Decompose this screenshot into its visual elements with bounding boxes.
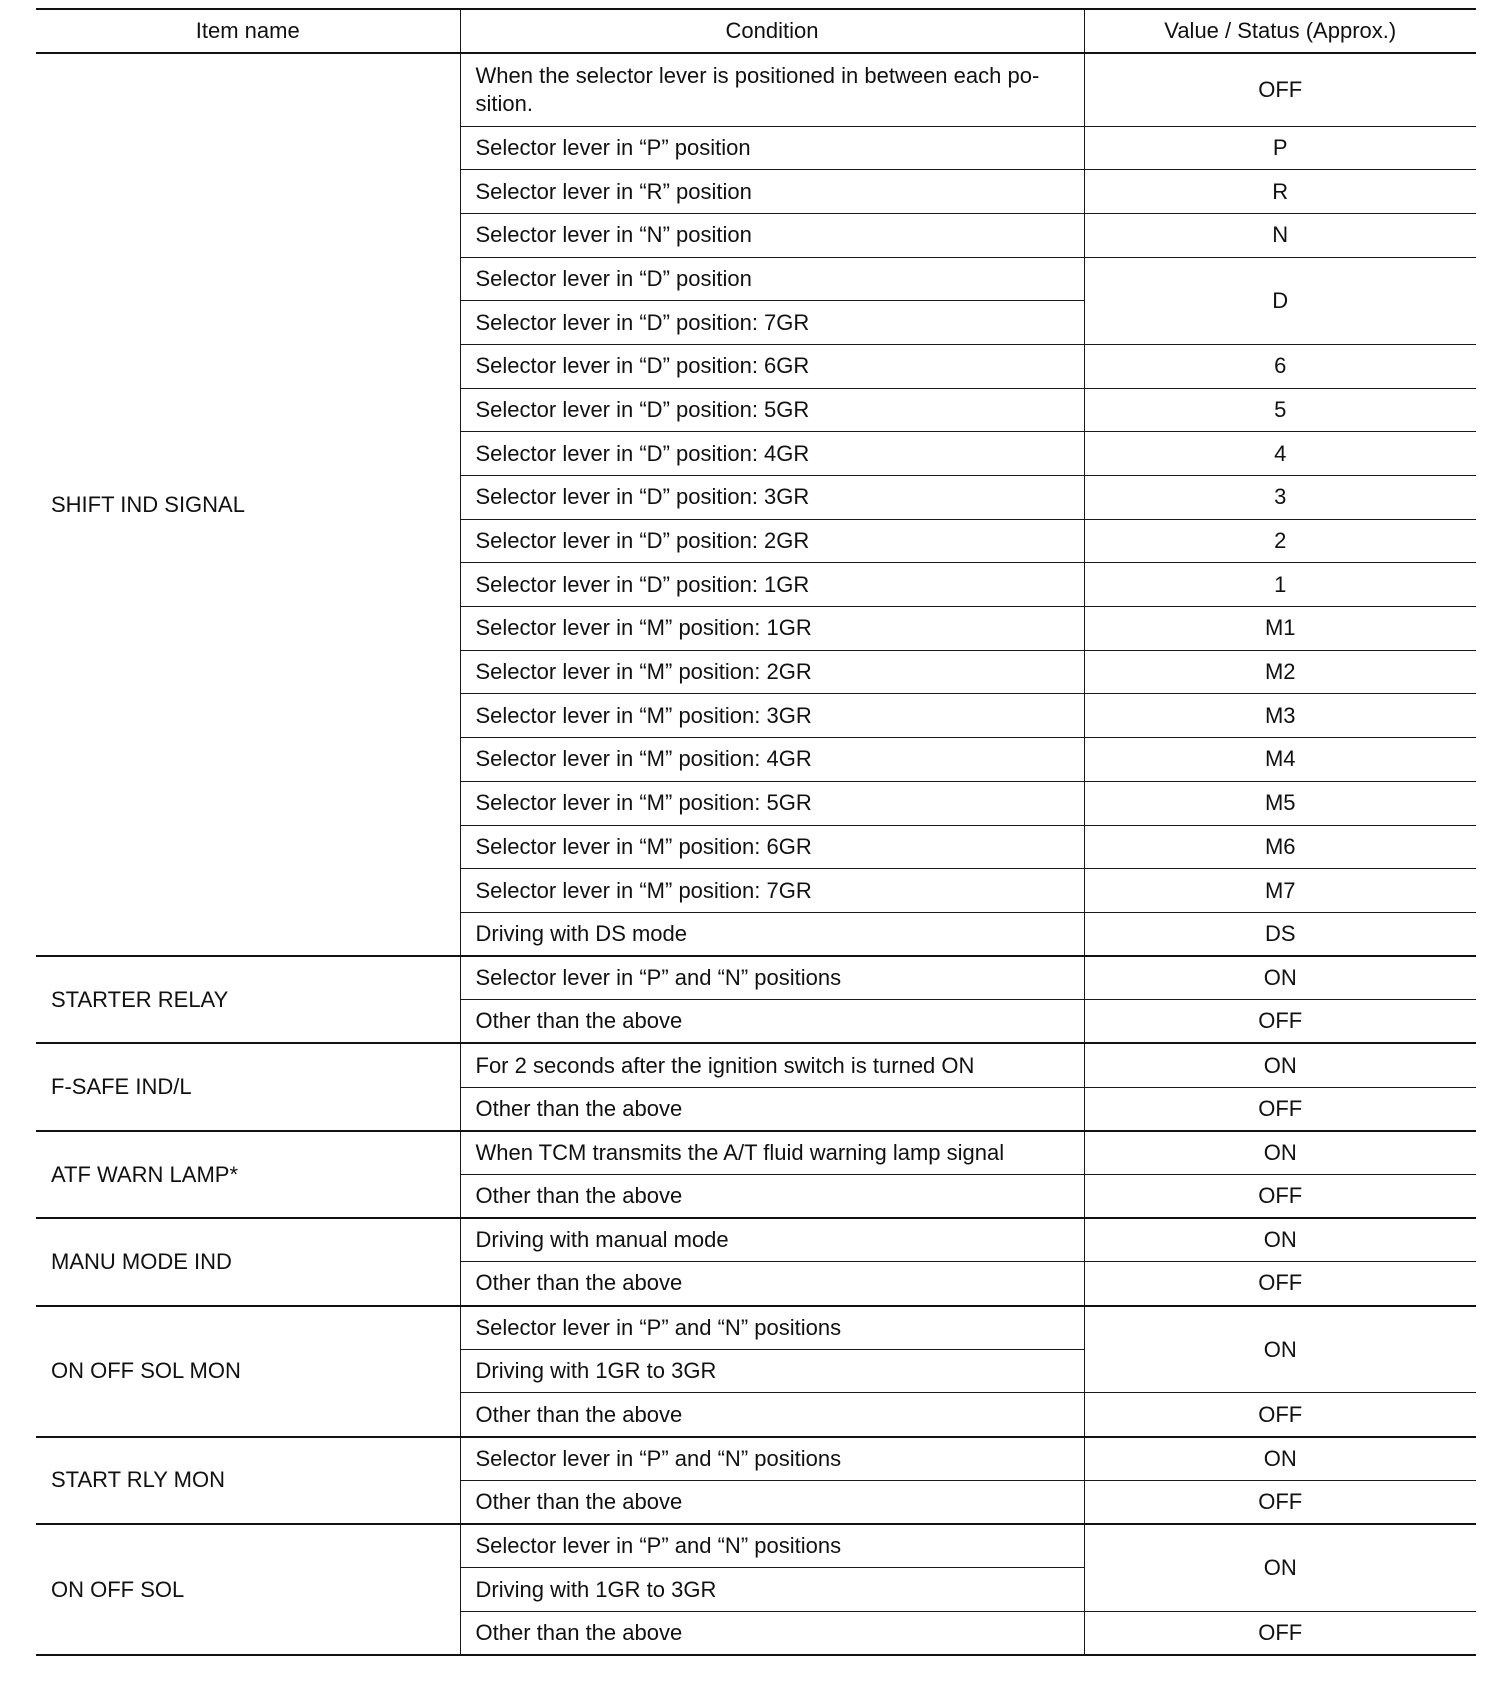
value-cell: M3 bbox=[1084, 694, 1476, 738]
condition-cell: Driving with DS mode bbox=[460, 912, 1084, 956]
table-row bbox=[36, 1306, 1476, 1350]
condition-cell: Other than the above bbox=[460, 1480, 1084, 1524]
condition-cell: Selector lever in “P” and “N” positions bbox=[460, 1306, 1084, 1350]
value-cell: N bbox=[1084, 213, 1476, 257]
condition-cell: Selector lever in “D” position: 5GR bbox=[460, 388, 1084, 432]
value-cell: M7 bbox=[1084, 869, 1476, 913]
item-name-cell: ON OFF SOL MON bbox=[36, 1306, 460, 1437]
condition-cell: Selector lever in “P” and “N” positions bbox=[460, 1437, 1084, 1481]
value-cell: ON bbox=[1084, 956, 1476, 1000]
value-cell: 4 bbox=[1084, 432, 1476, 476]
header-value: Value / Status (Approx.) bbox=[1084, 9, 1476, 53]
value-cell: R bbox=[1084, 170, 1476, 214]
table-row bbox=[36, 1218, 1476, 1262]
value-cell: ON bbox=[1084, 1524, 1476, 1611]
item-name-cell: START RLY MON bbox=[36, 1437, 460, 1524]
value-cell: 1 bbox=[1084, 563, 1476, 607]
condition-cell: Selector lever in “R” position bbox=[460, 170, 1084, 214]
value-cell: M5 bbox=[1084, 781, 1476, 825]
condition-cell: Selector lever in “M” position: 2GR bbox=[460, 650, 1084, 694]
condition-cell: Selector lever in “M” position: 4GR bbox=[460, 738, 1084, 782]
value-cell: 6 bbox=[1084, 344, 1476, 388]
value-cell: OFF bbox=[1084, 1611, 1476, 1655]
value-cell: M1 bbox=[1084, 607, 1476, 651]
value-cell: DS bbox=[1084, 912, 1476, 956]
value-cell: OFF bbox=[1084, 1175, 1476, 1219]
condition-cell: Other than the above bbox=[460, 1611, 1084, 1655]
value-cell: ON bbox=[1084, 1043, 1476, 1087]
condition-cell: Selector lever in “N” position bbox=[460, 213, 1084, 257]
item-name-cell: F-SAFE IND/L bbox=[36, 1043, 460, 1130]
table-row bbox=[36, 1131, 1476, 1175]
value-cell: OFF bbox=[1084, 1000, 1476, 1044]
value-cell: ON bbox=[1084, 1306, 1476, 1393]
value-cell: ON bbox=[1084, 1218, 1476, 1262]
table-row bbox=[36, 1437, 1476, 1481]
condition-cell: Selector lever in “M” position: 5GR bbox=[460, 781, 1084, 825]
condition-cell: Selector lever in “M” position: 7GR bbox=[460, 869, 1084, 913]
condition-cell bbox=[460, 53, 1084, 126]
value-cell: OFF bbox=[1084, 1393, 1476, 1437]
value-cell: P bbox=[1084, 126, 1476, 170]
condition-cell: Other than the above bbox=[460, 1087, 1084, 1131]
condition-cell: Selector lever in “D” position bbox=[460, 257, 1084, 301]
header-item-name: Item name bbox=[36, 9, 460, 53]
value-cell: OFF bbox=[1084, 53, 1476, 126]
condition-cell: Selector lever in “P” and “N” positions bbox=[460, 956, 1084, 1000]
value-cell: M6 bbox=[1084, 825, 1476, 869]
condition-cell: Selector lever in “D” position: 2GR bbox=[460, 519, 1084, 563]
value-cell: OFF bbox=[1084, 1480, 1476, 1524]
condition-cell: Selector lever in “D” position: 3GR bbox=[460, 476, 1084, 520]
item-name-cell: ON OFF SOL bbox=[36, 1524, 460, 1655]
table-row bbox=[36, 956, 1476, 1000]
item-name-cell: MANU MODE IND bbox=[36, 1218, 460, 1305]
condition-cell: Selector lever in “M” position: 6GR bbox=[460, 825, 1084, 869]
value-cell: M2 bbox=[1084, 650, 1476, 694]
condition-cell: Driving with manual mode bbox=[460, 1218, 1084, 1262]
item-name-cell: ATF WARN LAMP* bbox=[36, 1131, 460, 1218]
condition-cell: Selector lever in “D” position: 7GR bbox=[460, 301, 1084, 345]
condition-cell: Selector lever in “D” position: 1GR bbox=[460, 563, 1084, 607]
condition-cell: Selector lever in “P” and “N” positions bbox=[460, 1524, 1084, 1568]
condition-cell: Selector lever in “D” position: 4GR bbox=[460, 432, 1084, 476]
condition-cell: Selector lever in “M” position: 3GR bbox=[460, 694, 1084, 738]
condition-cell: Driving with 1GR to 3GR bbox=[460, 1349, 1084, 1393]
item-name-cell: STARTER RELAY bbox=[36, 956, 460, 1043]
table-header bbox=[36, 9, 1476, 53]
value-cell: OFF bbox=[1084, 1262, 1476, 1306]
value-cell: M4 bbox=[1084, 738, 1476, 782]
condition-cell: For 2 seconds after the ignition switch is turned ON bbox=[460, 1043, 1084, 1087]
table-row bbox=[36, 53, 1476, 126]
table-row bbox=[36, 1043, 1476, 1087]
condition-cell: Other than the above bbox=[460, 1000, 1084, 1044]
value-cell: 3 bbox=[1084, 476, 1476, 520]
condition-cell: Selector lever in “P” position bbox=[460, 126, 1084, 170]
condition-cell: When TCM transmits the A/T fluid warning lamp signal bbox=[460, 1131, 1084, 1175]
table-row bbox=[36, 1524, 1476, 1568]
condition-cell: Other than the above bbox=[460, 1393, 1084, 1437]
condition-text: When the selector lever is positioned in between each po- sition. bbox=[475, 62, 1040, 116]
value-cell: OFF bbox=[1084, 1087, 1476, 1131]
condition-cell: Other than the above bbox=[460, 1175, 1084, 1219]
item-name-cell: SHIFT IND SIGNAL bbox=[36, 53, 460, 956]
header-row bbox=[36, 9, 1476, 53]
spec-table bbox=[36, 8, 1476, 1656]
header-condition: Condition bbox=[460, 9, 1084, 53]
value-cell: 5 bbox=[1084, 388, 1476, 432]
condition-cell: Driving with 1GR to 3GR bbox=[460, 1568, 1084, 1612]
table-body bbox=[36, 53, 1476, 1655]
condition-cell: Selector lever in “D” position: 6GR bbox=[460, 344, 1084, 388]
condition-cell: Selector lever in “M” position: 1GR bbox=[460, 607, 1084, 651]
value-cell: D bbox=[1084, 257, 1476, 344]
condition-cell: Other than the above bbox=[460, 1262, 1084, 1306]
value-cell: 2 bbox=[1084, 519, 1476, 563]
value-cell: ON bbox=[1084, 1131, 1476, 1175]
value-cell: ON bbox=[1084, 1437, 1476, 1481]
